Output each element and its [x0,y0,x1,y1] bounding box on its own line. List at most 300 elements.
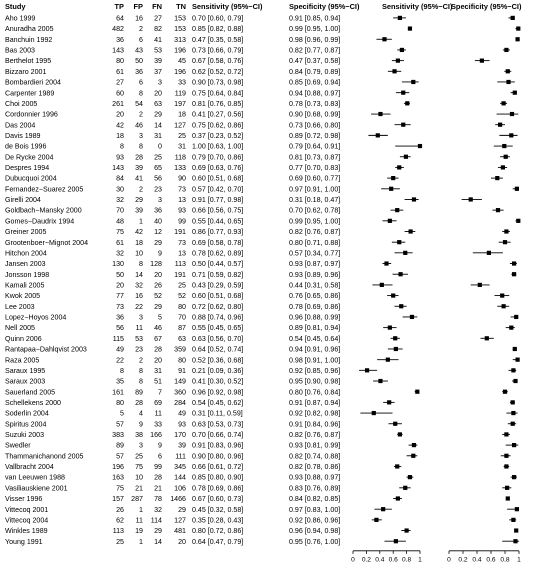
study-name: Gomes−Daudrix 1994 [5,217,75,226]
study-name: Schellekens 2000 [5,398,62,407]
fp-value: 41 [135,174,143,183]
sensitivity-ci-label: 0.63 [0.53, 0.73] [192,420,244,429]
sensitivity-ci-label: 0.45 [0.32, 0.58] [192,505,244,514]
sensitivity-point [398,272,402,276]
fn-value: 29 [154,110,162,119]
fp-value: 16 [135,292,143,301]
fp-value: 32 [135,281,143,290]
tp-value: 93 [116,153,124,162]
table-row [5,495,340,503]
header-study: Study [5,2,26,11]
study-name: Saraux 1995 [5,366,46,375]
table-row [5,153,340,161]
fp-value: 36 [135,67,143,76]
sensitivity-ci-label: 0.91 [0.77, 0.98] [192,196,244,205]
fp-value: 1 [139,217,143,226]
table-row [5,410,340,418]
specificity-point [515,187,519,191]
sensitivity-ci-label: 0.43 [0.29, 0.59] [192,281,244,290]
tn-value: 113 [174,260,186,269]
sensitivity-ci-label: 0.70 [0.66, 0.74] [192,431,244,440]
sensitivity-ci-label: 0.79 [0.70, 0.86] [192,153,244,162]
tp-value: 20 [116,110,124,119]
study-name: Choi 2005 [5,99,38,108]
sensitivity-point [398,432,402,436]
fp-value: 21 [135,484,143,493]
table-row [5,452,340,460]
tp-value: 61 [116,238,124,247]
tn-value: 73 [178,185,186,194]
tp-value: 5 [120,409,124,418]
study-name: Winkles 1989 [5,527,48,536]
sensitivity-ci-label: 0.86 [0.77, 0.93] [192,228,244,237]
specificity-point [516,26,520,30]
tp-value: 62 [116,516,124,525]
specificity-point [513,347,517,351]
sensitivity-ci-label: 0.31 [0.11, 0.59] [192,409,243,418]
specificity-ci-label: 0.96 [0.88, 0.99] [289,313,341,322]
specificity-point [513,379,517,383]
fp-value: 22 [135,302,143,311]
tn-value: 13 [178,196,186,205]
sensitivity-ci-label: 0.50 [0.44, 0.57] [192,260,244,269]
study-name: Jonsson 1998 [5,270,50,279]
study-name: Rantapaa−Dahlqvist 2003 [5,345,87,354]
specificity-ci-label: 0.80 [0.76, 0.84] [289,388,341,397]
tp-value: 89 [116,441,124,450]
sensitivity-point [388,326,392,330]
specificity-point [498,123,502,127]
sensitivity-ci-label: 0.88 [0.74, 0.96] [192,313,244,322]
sensitivity-ci-label: 0.60 [0.51, 0.68] [192,292,244,301]
sensitivity-ci-label: 0.21 [0.09, 0.36] [192,366,244,375]
tp-value: 27 [116,78,124,87]
tp-value: 261 [112,99,124,108]
table-row [5,303,340,311]
sensitivity-ci-label: 0.90 [0.80, 0.96] [192,452,244,461]
sensitivity-ci-label: 0.64 [0.52, 0.74] [192,345,244,354]
tp-value: 482 [112,25,124,34]
tn-value: 1466 [170,495,186,504]
tp-value: 57 [116,420,124,429]
specificity-ci-label: 0.92 [0.82, 0.98] [289,409,341,418]
sensitivity-point [378,112,382,116]
sensitivity-point [387,400,391,404]
study-name: Suzuki 2003 [5,431,45,440]
sensitivity-point [403,251,407,255]
specificity-ci-label: 0.97 [0.83, 1.00] [289,505,341,514]
fp-value: 39 [135,206,143,215]
sensitivity-point [412,197,416,201]
tp-value: 77 [116,292,124,301]
study-name: Soderlin 2004 [5,409,49,418]
study-name: Nell 2005 [5,324,35,333]
sensitivity-ci-label: 0.80 [0.72, 0.86] [192,527,244,536]
fp-value: 10 [135,473,143,482]
sensitivity-point [405,101,409,105]
specificity-point [480,59,484,63]
table-row [5,132,340,140]
study-name: Vallbracht 2004 [5,463,54,472]
study-name: Jansen 2003 [5,260,46,269]
table-row [5,111,340,119]
fp-value: 53 [135,334,143,343]
header-sensitivity: Sensitivity (95%−CI) [192,2,263,11]
sensitivity-point [395,208,399,212]
tp-value: 383 [112,431,124,440]
specificity-ci-label: 0.89 [0.81, 0.94] [289,324,341,333]
study-name: Lopez−Hoyos 2004 [5,313,67,322]
fn-value: 67 [154,334,162,343]
table-row [5,249,340,257]
tn-value: 127 [174,121,186,130]
specificity-ci-label: 0.78 [0.69, 0.86] [289,302,341,311]
specificity-point [505,486,509,490]
header-specificity-plot: Specificity (95%−CI) [451,2,522,11]
sensitivity-point [401,91,405,95]
tn-value: 119 [174,89,186,98]
sensitivity-ci-label: 0.75 [0.64, 0.84] [192,89,244,98]
fn-value: 33 [154,420,162,429]
fp-value: 28 [135,398,143,407]
fn-value: 0 [158,142,162,151]
sensitivity-ci-label: 0.54 [0.45, 0.62] [192,398,244,407]
tp-value: 36 [116,313,124,322]
specificity-point [511,518,515,522]
fp-value: 54 [135,99,143,108]
specificity-point [485,336,489,340]
specificity-point [495,176,499,180]
table-row [5,538,340,546]
study-name: Davis 1989 [5,131,41,140]
study-name: Hitchon 2004 [5,249,47,258]
fp-value: 2 [139,185,143,194]
specificity-point [516,358,520,362]
sensitivity-point [386,358,390,362]
tp-value: 48 [116,217,124,226]
sensitivity-ci-label: 0.55 [0.44, 0.65] [192,217,244,226]
fp-value: 8 [139,366,143,375]
sensitivity-point [378,379,382,383]
tick-label: 0.8 [402,556,412,564]
fn-value: 78 [154,495,162,504]
study-name: van Leeuwen 1988 [5,473,65,482]
fp-value: 11 [135,324,143,333]
table-row [5,228,340,236]
tn-value: 49 [178,409,186,418]
fn-value: 26 [154,281,162,290]
tn-value: 93 [178,206,186,215]
tn-value: 45 [178,57,186,66]
study-name: Kamali 2005 [5,281,45,290]
study-name: Dubucquoi 2004 [5,174,57,183]
table-row [5,15,340,23]
sensitivity-ci-label: 1.00 [0.63, 1.00] [192,142,244,151]
header-fn: FN [152,2,162,11]
fp-value: 75 [135,463,143,472]
tp-value: 35 [116,377,124,386]
tp-value: 143 [112,164,124,173]
sensitivity-ci-label: 0.85 [0.82, 0.88] [192,25,244,34]
specificity-ci-label: 0.91 [0.87, 0.94] [289,398,341,407]
fn-value: 9 [158,249,162,258]
sensitivity-ci-label: 0.72 [0.62, 0.80] [192,302,244,311]
study-name: Swedler [5,441,31,450]
sensitivity-point [380,283,384,287]
table-row [5,143,340,151]
tp-value: 42 [116,121,124,130]
specificity-ci-label: 0.79 [0.64, 0.91] [289,142,341,151]
fp-value: 6 [139,35,143,44]
fp-value: 28 [135,153,143,162]
specificity-ci-label: 0.92 [0.85, 0.96] [289,366,341,375]
tick-label: 0.2 [361,556,371,564]
tp-value: 26 [116,505,124,514]
fp-value: 43 [135,46,143,55]
table-row [5,399,340,407]
specificity-ci-label: 0.98 [0.96, 0.99] [289,35,341,44]
table-row [5,121,340,129]
tp-value: 196 [112,463,124,472]
table-row [5,474,340,482]
sensitivity-point [411,454,415,458]
specificity-point [502,101,506,105]
fn-value: 31 [154,366,162,375]
header-tn: TN [176,2,186,11]
fn-value: 29 [154,527,162,536]
specificity-ci-label: 0.93 [0.88, 0.97] [289,473,341,482]
tn-value: 70 [178,313,186,322]
specificity-ci-label: 0.94 [0.88, 0.97] [289,89,341,98]
tn-value: 29 [178,505,186,514]
specificity-ci-label: 0.94 [0.91, 0.96] [289,345,341,354]
tp-value: 50 [116,270,124,279]
tn-value: 197 [174,99,186,108]
sensitivity-ci-label: 0.75 [0.62, 0.86] [192,121,244,130]
specificity-point [513,91,517,95]
table-row [5,47,340,55]
tp-value: 113 [112,527,124,536]
specificity-ci-label: 0.82 [0.77, 0.87] [289,46,341,55]
tick-label: 0.6 [388,556,398,564]
fn-value: 65 [154,164,162,173]
sensitivity-point [393,422,397,426]
fp-value: 8 [139,89,143,98]
tn-value: 87 [178,324,186,333]
specificity-point [506,69,510,73]
fn-value: 20 [154,89,162,98]
header-fp: FP [133,2,143,11]
column-headers [5,2,522,11]
tick-label: 0.4 [375,556,385,564]
study-name: Carpenter 1989 [5,89,55,98]
specificity-ci-label: 0.84 [0.79, 0.89] [289,67,341,76]
tn-value: 99 [178,217,186,226]
tn-value: 313 [174,35,186,44]
study-name: Anuradha 2005 [5,25,54,34]
study-name: Banchuin 1992 [5,35,53,44]
fn-value: 46 [154,324,162,333]
fn-value: 166 [150,431,162,440]
specificity-point [504,464,508,468]
tn-value: 63 [178,334,186,343]
specificity-point [509,133,513,137]
study-name: Despres 1994 [5,164,50,173]
fn-value: 37 [154,67,162,76]
sensitivity-ci-label: 0.67 [0.60, 0.73] [192,495,244,504]
tp-value: 80 [116,398,124,407]
tp-value: 56 [116,324,124,333]
tn-value: 18 [178,110,186,119]
study-name: Visser 1996 [5,495,43,504]
table-row [5,484,340,492]
sensitivity-point [394,539,398,543]
tp-value: 84 [116,174,124,183]
study-name: Quinn 2006 [5,334,42,343]
fn-value: 36 [154,206,162,215]
table-row [5,185,340,193]
fp-value: 3 [139,441,143,450]
specificity-point [516,37,520,41]
tp-value: 157 [112,495,124,504]
study-name: Vittecoq 2001 [5,505,49,514]
study-name: Saraux 2003 [5,377,46,386]
tn-value: 191 [174,270,186,279]
fn-value: 9 [158,441,162,450]
sensitivity-ci-label: 0.66 [0.56, 0.75] [192,206,244,215]
table-row [5,260,340,268]
sensitivity-ci-label: 0.91 [0.83, 0.96] [192,441,244,450]
study-name: De Rycke 2004 [5,153,54,162]
sensitivity-ci-label: 0.62 [0.52, 0.72] [192,67,244,76]
table-row [5,196,340,204]
fn-value: 63 [154,99,162,108]
tp-value: 60 [116,89,124,98]
sensitivity-point [391,293,395,297]
tn-value: 80 [178,302,186,311]
header-specificity: Specificity (95%−CI) [289,2,360,11]
fp-value: 42 [135,228,143,237]
fn-value: 69 [154,398,162,407]
fn-value: 12 [154,228,162,237]
fp-value: 29 [135,196,143,205]
fp-value: 8 [139,260,143,269]
study-name: Das 2004 [5,121,36,130]
specificity-ci-label: 0.99 [0.95, 1.00] [289,217,341,226]
sensitivity-point [392,69,396,73]
sensitivity-x-axis [351,551,422,564]
tp-value: 73 [116,302,124,311]
study-name: Thammanichanond 2005 [5,452,84,461]
specificity-ci-label: 0.93 [0.89, 0.96] [289,270,341,279]
tn-value: 170 [174,431,186,440]
tn-value: 345 [174,463,186,472]
table-row [5,516,340,524]
fp-value: 23 [135,345,143,354]
sensitivity-ci-label: 0.57 [0.42, 0.70] [192,185,244,194]
sensitivity-point [410,315,414,319]
tn-value: 52 [178,292,186,301]
specificity-point [503,390,507,394]
tn-value: 90 [178,174,186,183]
fp-value: 89 [135,388,143,397]
study-name: de Bois 1996 [5,142,47,151]
specificity-point [512,272,516,276]
specificity-ci-label: 0.98 [0.91, 1.00] [289,356,341,365]
fp-value: 8 [139,377,143,386]
sensitivity-ci-label: 0.52 [0.36, 0.68] [192,356,244,365]
fn-value: 14 [154,537,162,546]
sensitivity-ci-label: 0.55 [0.45, 0.65] [192,324,244,333]
specificity-ci-label: 0.90 [0.68, 0.99] [289,110,341,119]
tn-value: 360 [174,388,186,397]
fn-value: 3 [158,78,162,87]
tp-value: 18 [116,131,124,140]
fn-value: 114 [150,516,162,525]
specificity-point [504,155,508,159]
table-row [5,463,340,471]
fp-value: 2 [139,356,143,365]
sensitivity-point [388,219,392,223]
study-name: Fernandez−Suarez 2005 [5,185,84,194]
sensitivity-point [376,133,380,137]
specificity-ci-label: 0.89 [0.72, 0.98] [289,131,341,140]
sensitivity-panel [351,16,422,564]
sensitivity-point [397,165,401,169]
tp-value: 22 [116,356,124,365]
specificity-point [514,528,518,532]
fn-value: 7 [158,388,162,397]
fp-value: 287 [131,495,143,504]
table-row [5,442,340,450]
tp-value: 75 [116,484,124,493]
sensitivity-point [394,347,398,351]
tick-label: 0 [447,556,451,564]
study-name: Berthelot 1995 [5,57,52,66]
specificity-point [504,229,508,233]
specificity-ci-label: 0.92 [0.86, 0.96] [289,516,341,525]
fp-value: 10 [135,249,143,258]
fp-value: 11 [135,516,143,525]
specificity-point [515,507,519,511]
sensitivity-ci-label: 0.73 [0.66, 0.79] [192,46,244,55]
tn-value: 80 [178,356,186,365]
study-name: Bombardieri 2004 [5,78,61,87]
specificity-ci-label: 0.81 [0.73, 0.87] [289,153,341,162]
specificity-ci-label: 0.78 [0.73, 0.83] [289,99,341,108]
tp-value: 30 [116,185,124,194]
tn-value: 153 [174,14,186,23]
sensitivity-point [397,240,401,244]
study-name: Spiritus 2004 [5,420,47,429]
table-row [5,420,340,428]
tp-value: 20 [116,281,124,290]
fp-value: 14 [135,270,143,279]
sensitivity-ci-label: 0.90 [0.73, 0.98] [192,78,244,87]
specificity-ci-label: 0.44 [0.31, 0.58] [289,281,341,290]
tp-value: 115 [112,334,124,343]
specificity-point [496,208,500,212]
table-row [5,378,340,386]
tp-value: 8 [120,142,124,151]
tp-value: 75 [116,228,124,237]
sensitivity-ci-label: 0.81 [0.76, 0.85] [192,99,244,108]
study-rows [5,15,340,546]
tn-value: 33 [178,78,186,87]
specificity-point [506,496,510,500]
specificity-ci-label: 0.47 [0.37, 0.58] [289,57,341,66]
table-row [5,346,340,354]
